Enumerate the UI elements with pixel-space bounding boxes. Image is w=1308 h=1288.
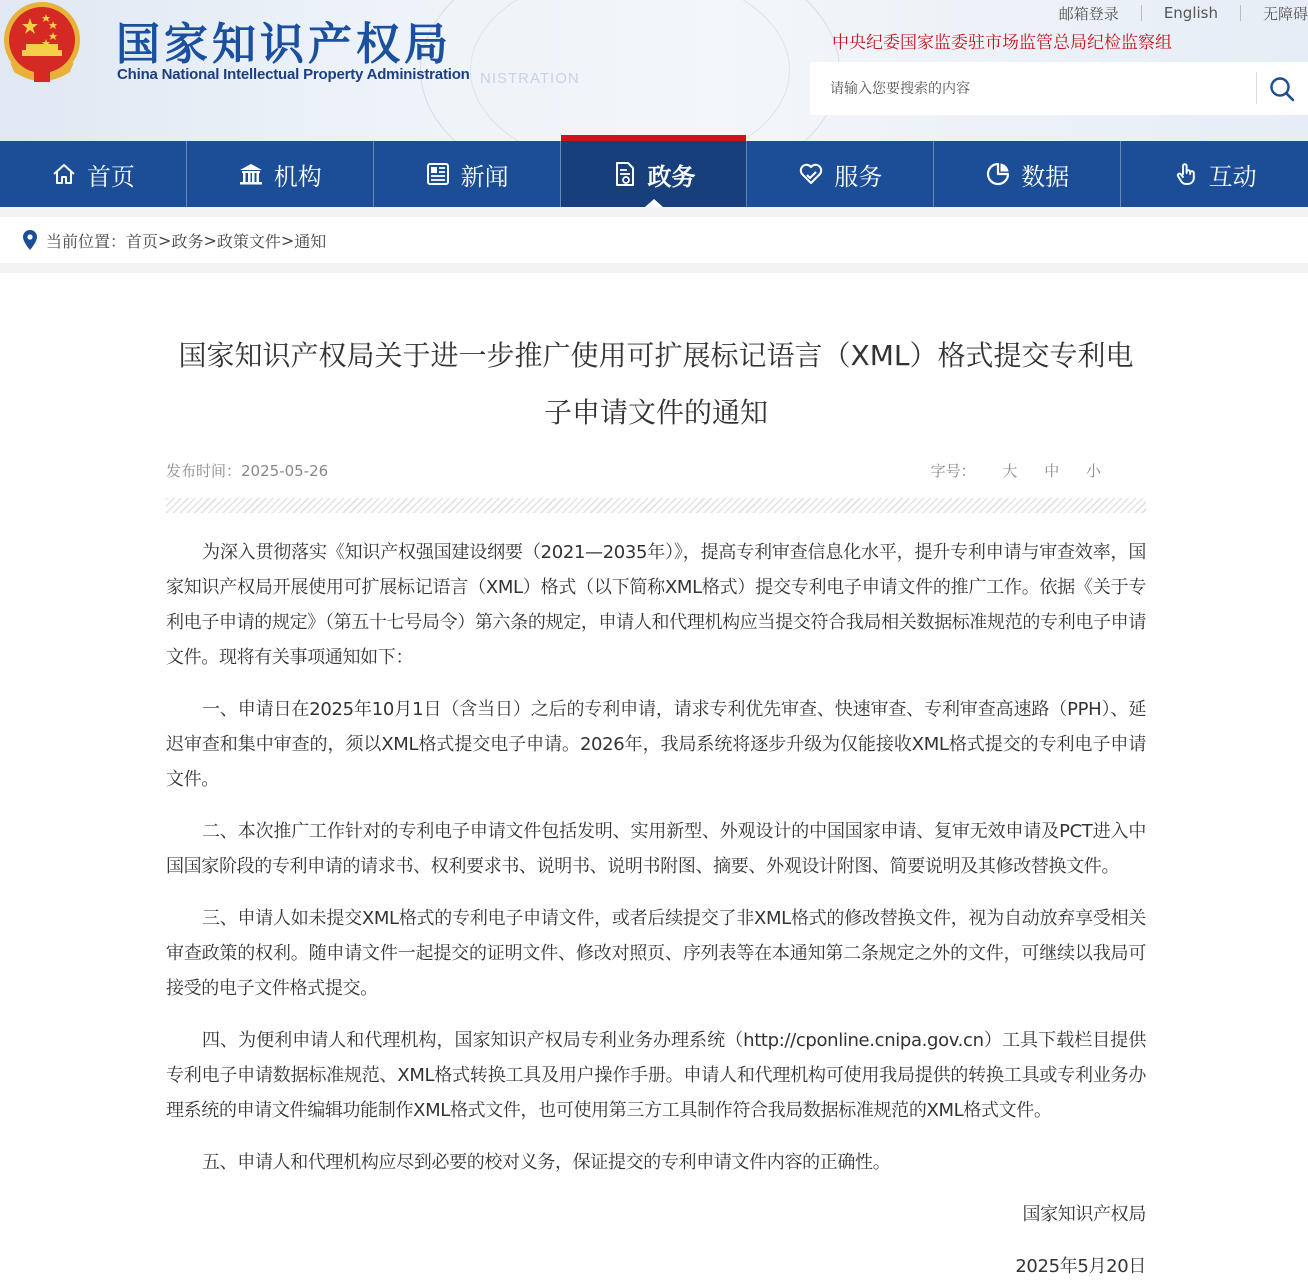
font-size-selector xyxy=(931,460,1101,481)
nav-item-label: 服务 xyxy=(834,162,883,191)
document-icon xyxy=(612,161,638,187)
nav-item-data[interactable] xyxy=(934,141,1121,207)
hand-pointer-icon xyxy=(1173,161,1199,187)
national-emblem-icon[interactable] xyxy=(0,0,84,86)
breadcrumb-notice[interactable]: 通知 xyxy=(294,231,327,251)
nav-item-label: 首页 xyxy=(86,162,135,191)
breadcrumb-government-affairs[interactable]: 政务 xyxy=(171,231,204,251)
nav-item-government-affairs[interactable] xyxy=(561,141,748,207)
email-login-link[interactable]: 邮箱登录 xyxy=(1058,4,1119,23)
article-body xyxy=(166,535,1146,1288)
article-paragraph: 二、本次推广工作针对的专利电子申请文件包括发明、实用新型、外观设计的中国国家申请、复审无效申请及PCT进入中国国家阶段的专利申请的请求书、权利要求书、说明书、说明书附图、摘要、外观设计附图、简要说明及其修改替换文件。 xyxy=(166,821,1146,877)
search-input[interactable] xyxy=(830,74,1250,104)
heart-hand-icon xyxy=(798,161,824,187)
english-link[interactable]: English xyxy=(1163,4,1218,22)
nav-item-label: 互动 xyxy=(1208,162,1257,191)
publish-date: 2025-05-26 xyxy=(241,462,329,480)
article-title: 国家知识产权局关于进一步推广使用可扩展标记语言（XML）格式提交专利电子申请文件的通知 xyxy=(178,339,1134,429)
meta-divider xyxy=(166,498,1146,513)
article-sign-date: 2025年5月20日 xyxy=(1015,1256,1146,1277)
site-logo-english[interactable]: China National Intellectual Property Administration xyxy=(117,66,470,83)
top-link-divider xyxy=(1240,5,1241,21)
breadcrumb-home[interactable]: 首页 xyxy=(126,231,159,251)
nav-item-label: 新闻 xyxy=(460,162,509,191)
article-paragraph: 五、申请人和代理机构应尽到必要的校对义务，保证提交的专利申请文件内容的正确性。 xyxy=(202,1152,891,1173)
nav-item-label: 机构 xyxy=(273,162,322,191)
breadcrumb-separator: > xyxy=(203,230,217,250)
breadcrumb xyxy=(0,217,1308,263)
nav-item-interaction[interactable] xyxy=(1121,141,1308,207)
site-header xyxy=(0,0,1308,141)
search-divider xyxy=(1256,72,1257,104)
top-link-divider xyxy=(1141,5,1142,21)
article-paragraph: 一、申请日在2025年10月1日（含当日）之后的专利申请，请求专利优先审查、快速审查、专利审查高速路（PPH）、延迟审查和集中审查的，须以XML格式提交电子申请。2026年，我局系统将逐步升级为仅能接收XML格式提交的专利电子申请文件。 xyxy=(166,699,1146,790)
article-meta xyxy=(166,460,1146,484)
building-icon xyxy=(238,161,264,187)
article-signature: 国家知识产权局 xyxy=(1022,1204,1146,1225)
publish-label: 发布时间： xyxy=(166,462,242,480)
breadcrumb-bar xyxy=(0,207,1308,273)
nav-item-news[interactable] xyxy=(374,141,561,207)
font-size-small-button[interactable]: 小 xyxy=(1085,462,1101,480)
accessibility-link[interactable]: 无障碍 xyxy=(1262,4,1308,23)
search-icon[interactable] xyxy=(1268,75,1296,103)
breadcrumb-separator: > xyxy=(280,230,295,250)
search-box xyxy=(810,62,1308,115)
pie-chart-icon xyxy=(985,161,1011,187)
article-paragraph: 四、为便利申请人和代理机构，国家知识产权局专利业务办理系统（http://cponline.cnipa.gov.cn）工具下载栏目提供专利电子申请数据标准规范、XML格式转换工具及用户操作手册。申请人和代理机构可使用我局提供的转换工具或专利业务办理系统的申请文件编辑功能制作XML格式文件，也可使用第三方工具制作符合我局数据标准规范的XML格式文件。 xyxy=(166,1030,1146,1121)
breadcrumb-policy-documents[interactable]: 政策文件 xyxy=(216,231,281,251)
nav-item-home[interactable] xyxy=(0,141,187,207)
home-icon xyxy=(51,161,77,187)
nav-item-label: 数据 xyxy=(1021,162,1070,191)
breadcrumb-prefix: 当前位置： xyxy=(46,231,127,251)
main-nav xyxy=(0,141,1308,207)
article-paragraph: 三、申请人如未提交XML格式的专利电子申请文件，或者后续提交了非XML格式的修改替换文件，视为自动放弃享受相关审查政策的权利。随申请文件一起提交的证明文件、修改对照页、序列表等在本通知第二条规定之外的文件，可继续以我局可接受的电子文件格式提交。 xyxy=(166,908,1146,999)
font-size-medium-button[interactable]: 中 xyxy=(1044,462,1060,480)
newspaper-icon xyxy=(425,161,451,187)
site-logo-chinese[interactable]: 国家知识产权局 xyxy=(116,19,452,70)
top-links xyxy=(1059,3,1308,23)
nav-item-organization[interactable] xyxy=(187,141,374,207)
header-watermark: NISTRATION xyxy=(480,70,580,87)
location-pin-icon xyxy=(22,230,38,250)
publish-info xyxy=(166,460,328,481)
discipline-inspection-link[interactable]: 中央纪委国家监委驻市场监管总局纪检监察组 xyxy=(832,33,1172,53)
breadcrumb-separator: > xyxy=(158,230,172,250)
nav-item-services[interactable] xyxy=(747,141,934,207)
article-paragraph: 为深入贯彻落实《知识产权强国建设纲要（2021—2035年）》，提高专利审查信息化水平，提升专利申请与审查效率，国家知识产权局开展使用可扩展标记语言（XML）格式（以下简称XML格式）提交专利电子申请文件的推广工作。依据《关于专利电子申请的规定》（第五十七号局令）第六条的规定，申请人和代理机构应当提交符合我局相关数据标准规范的专利电子申请文件。现将有关事项通知如下： xyxy=(166,542,1146,668)
nav-item-label: 政务 xyxy=(647,162,696,191)
font-size-large-button[interactable]: 大 xyxy=(1002,462,1018,480)
font-size-label: 字号： xyxy=(930,462,976,480)
